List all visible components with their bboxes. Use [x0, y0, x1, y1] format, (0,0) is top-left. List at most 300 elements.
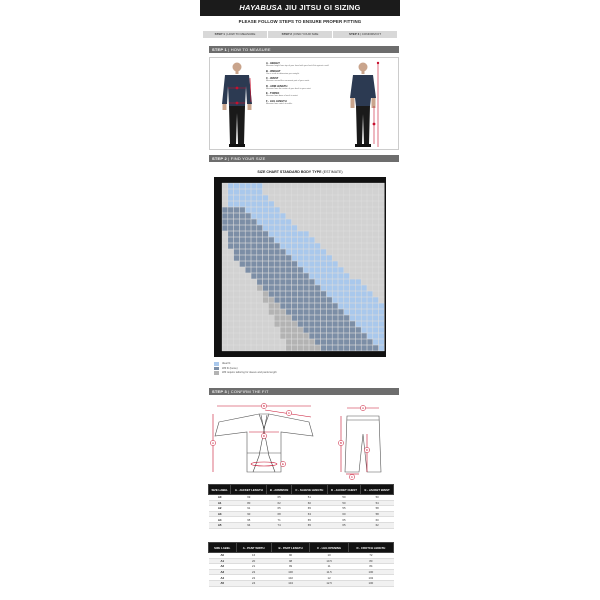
grid-cell [251, 243, 256, 249]
grid-cell [361, 333, 366, 339]
grid-cell [263, 273, 268, 279]
table-cell: 65 [267, 495, 292, 501]
table-cell: 80 [348, 558, 393, 564]
grid-cell [321, 327, 326, 333]
table-cell: A5 [209, 522, 231, 528]
grid-cell [222, 225, 227, 231]
grid-cell [280, 231, 285, 237]
grid-cell [286, 315, 291, 321]
grid-cell [379, 315, 384, 321]
grid-cell [234, 207, 239, 213]
grid-cell [350, 345, 355, 351]
grid-cell [274, 267, 279, 273]
grid-cell [315, 255, 320, 261]
grid-cell [303, 297, 308, 303]
grid-cell [292, 243, 297, 249]
grid-cell [263, 225, 268, 231]
grid-cell [245, 237, 250, 243]
measure-item: D - ARM LENGTH Measure from the center of your back to your wrist. [266, 84, 312, 90]
grid-cell [379, 309, 384, 315]
grid-cell [245, 231, 250, 237]
grid-cell [263, 237, 268, 243]
grid-cell [367, 333, 372, 339]
grid-cell [309, 345, 314, 351]
grid-cell [315, 261, 320, 267]
grid-cell [327, 267, 332, 273]
grid-cell [315, 315, 320, 321]
grid-cell [240, 261, 245, 267]
table-header: A - JACKET LENGTH [231, 485, 267, 495]
grid-cell [280, 303, 285, 309]
grid-cell [367, 327, 372, 333]
grid-cell [350, 327, 355, 333]
grid-cell [332, 327, 337, 333]
table-header: SIZE LABEL [209, 543, 237, 553]
subtitle: PLEASE FOLLOW STEPS TO ENSURE PROPER FITTING [238, 19, 362, 24]
grid-cell [298, 333, 303, 339]
grid-cell [251, 231, 256, 237]
grid-cell [286, 231, 291, 237]
grid-cell [257, 279, 262, 285]
grid-cell [327, 321, 332, 327]
grid-cell [263, 207, 268, 213]
grid-cell [309, 243, 314, 249]
table-cell: 102 [348, 575, 393, 581]
grid-cell [280, 255, 285, 261]
grid-cell [344, 315, 349, 321]
grid-cell [263, 261, 268, 267]
table-cell: 65 [327, 522, 361, 528]
grid-cell [245, 189, 250, 195]
grid-cell [327, 297, 332, 303]
grid-cell [367, 315, 372, 321]
grid-cell [269, 297, 274, 303]
gi-diagrams [209, 398, 399, 480]
grid-cell [298, 297, 303, 303]
table-header: C - SLEEVE LENGTH [291, 485, 327, 495]
grid-cell [228, 213, 233, 219]
fit-label: A [211, 441, 215, 446]
grid-cell [228, 231, 233, 237]
grid-cell [251, 189, 256, 195]
grid-cell [286, 309, 291, 315]
grid-cell [251, 201, 256, 207]
grid-cell [274, 297, 279, 303]
table-cell: 12.5 [310, 580, 348, 586]
grid-cell [303, 333, 308, 339]
grid-cell [280, 291, 285, 297]
grid-cell [251, 261, 256, 267]
grid-cell [222, 219, 227, 225]
grid-cell [263, 213, 268, 219]
grid-cell [292, 309, 297, 315]
grid-cell [286, 273, 291, 279]
grid-cell [269, 249, 274, 255]
grid-cell [245, 225, 250, 231]
grid-cell [344, 303, 349, 309]
grid-cell [338, 267, 343, 273]
grid-cell [332, 285, 337, 291]
grid-cell [327, 303, 332, 309]
grid-cell [280, 321, 285, 327]
grid-cell [338, 291, 343, 297]
grid-cell [298, 261, 303, 267]
grid-cell [280, 333, 285, 339]
grid-cell [274, 249, 279, 255]
grid-cell [240, 231, 245, 237]
table-header: B - PANT LENGTH [271, 543, 310, 553]
table-cell: 60 [361, 517, 394, 523]
table-cell: A0 [209, 495, 231, 501]
grid-cell [344, 285, 349, 291]
section-bar-size: STEP 2 | FIND YOUR SIZE [209, 155, 399, 162]
grid-cell [245, 261, 250, 267]
grid-cell [373, 333, 378, 339]
table-cell: 90 [231, 511, 267, 517]
table-cell: 100 [271, 569, 310, 575]
grid-cell [321, 285, 326, 291]
header-bar [200, 0, 400, 16]
table-cell: 98 [271, 558, 310, 564]
grid-cell [274, 291, 279, 297]
grid-cell [344, 339, 349, 345]
grid-cell [303, 279, 308, 285]
grid-cell [303, 309, 308, 315]
grid-cell [361, 309, 366, 315]
grid-cell [251, 255, 256, 261]
step-chip-1: STEP 1 | HOW TO MEASURE [203, 31, 267, 38]
grid-cell [321, 345, 326, 351]
grid-cell [234, 213, 239, 219]
grid-cell [298, 339, 303, 345]
section-bar-fit: STEP 3 | CONFIRM THE FIT [209, 388, 399, 395]
front-figure-icon [222, 63, 252, 148]
grid-cell [292, 333, 297, 339]
grid-cell [350, 333, 355, 339]
table-cell: A2 [209, 564, 237, 570]
table-cell: 10 [310, 553, 348, 559]
grid-cell [315, 339, 320, 345]
grid-cell [292, 261, 297, 267]
grid-cell [361, 297, 366, 303]
grid-cell [280, 219, 285, 225]
grid-cell [245, 207, 250, 213]
grid-cell [286, 327, 291, 333]
grid-cell [257, 249, 262, 255]
grid-cell [292, 225, 297, 231]
grid-cell [344, 345, 349, 351]
table-cell: 74 [267, 522, 292, 528]
grid-cell [298, 315, 303, 321]
grid-cell [309, 297, 314, 303]
grid-cell [361, 339, 366, 345]
grid-cell [251, 183, 256, 189]
grid-cell [240, 183, 245, 189]
grid-cell [269, 291, 274, 297]
grid-cell [338, 297, 343, 303]
grid-cell [228, 201, 233, 207]
grid-cell [332, 309, 337, 315]
grid-cell [274, 237, 279, 243]
grid-cell [280, 237, 285, 243]
grid-cell [309, 339, 314, 345]
table-cell: 94 [231, 522, 267, 528]
table-cell: 65 [291, 517, 327, 523]
grid-cell [321, 267, 326, 273]
grid-cell [303, 339, 308, 345]
grid-cell [286, 249, 291, 255]
grid-cell [344, 309, 349, 315]
grid-cell [356, 333, 361, 339]
grid-cell [286, 303, 291, 309]
grid-cell [303, 267, 308, 273]
grid-cell [228, 195, 233, 201]
table-cell: 50 [327, 495, 361, 501]
grid-cell [298, 321, 303, 327]
grid-cell [228, 189, 233, 195]
table-cell: 90 [271, 553, 310, 559]
grid-cell [292, 345, 297, 351]
table-cell: A0 [209, 553, 237, 559]
grid-cell [309, 315, 314, 321]
table-cell: 11 [310, 564, 348, 570]
grid-cell [309, 291, 314, 297]
grid-cell [292, 315, 297, 321]
grid-cell [280, 225, 285, 231]
grid-cell [321, 249, 326, 255]
table-cell: A5 [209, 580, 237, 586]
grid-cell [327, 285, 332, 291]
grid-cell [257, 231, 262, 237]
grid-cell [274, 213, 279, 219]
grid-cell [257, 213, 262, 219]
grid-cell [332, 291, 337, 297]
grid-cell [332, 339, 337, 345]
grid-cell [321, 297, 326, 303]
measure-instructions [266, 62, 334, 108]
grid-cell [321, 339, 326, 345]
grid-cell [280, 279, 285, 285]
fit-label: A [361, 406, 365, 411]
grid-cell [303, 345, 308, 351]
grid-cell [263, 243, 268, 249]
grid-cell [350, 279, 355, 285]
grid-cell [234, 231, 239, 237]
grid-cell [234, 201, 239, 207]
grid-cell [356, 321, 361, 327]
grid-cell [286, 297, 291, 303]
grid-cell [315, 321, 320, 327]
grid-cell [286, 261, 291, 267]
grid-cell [303, 327, 308, 333]
grid-cell [222, 207, 227, 213]
grid-cell [373, 345, 378, 351]
grid-cell [315, 249, 320, 255]
table-cell: 12 [310, 575, 348, 581]
grid-cell [309, 261, 314, 267]
grid-cell [257, 267, 262, 273]
grid-cell [274, 255, 279, 261]
grid-cell [245, 201, 250, 207]
grid-cell [344, 279, 349, 285]
table-cell: 104 [271, 580, 310, 586]
section-bar-measure: STEP 1 | HOW TO MEASURE [209, 46, 399, 53]
grid-cell [245, 213, 250, 219]
grid-cell [338, 333, 343, 339]
jacket-size-table [208, 484, 394, 529]
step-chip-2: STEP 2 | FIND YOUR SIZE [268, 31, 332, 38]
grid-cell [309, 255, 314, 261]
grid-cell [298, 273, 303, 279]
grid-cell [361, 327, 366, 333]
grid-cell [286, 279, 291, 285]
grid-cell [303, 249, 308, 255]
grid-cell [286, 285, 291, 291]
grid-cell [234, 249, 239, 255]
grid-cell [269, 261, 274, 267]
grid-cell [228, 225, 233, 231]
grid-cell [332, 279, 337, 285]
table-cell: 60 [327, 511, 361, 517]
grid-cell [309, 327, 314, 333]
grid-cell [245, 219, 250, 225]
grid-cell [298, 309, 303, 315]
grid-cell [234, 219, 239, 225]
grid-cell [321, 309, 326, 315]
grid-cell [280, 273, 285, 279]
grid-cell [269, 273, 274, 279]
grid-cell [228, 243, 233, 249]
table-cell: 68 [267, 511, 292, 517]
grid-cell [373, 321, 378, 327]
grid-cell [338, 273, 343, 279]
table-cell: 54 [361, 500, 394, 506]
measure-item: C - WAIST Measure around the narrowest part of your waist. [266, 77, 310, 83]
grid-cell [292, 237, 297, 243]
fit-label: B [262, 404, 266, 409]
grid-cell [274, 309, 279, 315]
grid-cell [373, 315, 378, 321]
grid-cell [263, 279, 268, 285]
table-cell: 22 [236, 575, 271, 581]
grid-cell [315, 291, 320, 297]
grid-cell [356, 303, 361, 309]
grid-cell [327, 255, 332, 261]
grid-cell [286, 339, 291, 345]
grid-cell [344, 273, 349, 279]
grid-cell [379, 333, 384, 339]
sizing-sheet [200, 0, 400, 600]
grid-cell [269, 309, 274, 315]
table-cell: 102 [271, 575, 310, 581]
grid-cell [332, 333, 337, 339]
grid-cell [274, 225, 279, 231]
grid-cell [269, 255, 274, 261]
table-cell: 100 [348, 580, 393, 586]
table-cell: 65 [291, 522, 327, 528]
grid-cell [298, 267, 303, 273]
step-chip-3: STEP 3 | CONFIRM FIT [333, 31, 397, 38]
grid-cell [286, 255, 291, 261]
grid-cell [257, 243, 262, 249]
grid-cell [379, 303, 384, 309]
grid-cell [367, 291, 372, 297]
grid-cell [274, 285, 279, 291]
grid-cell [286, 291, 291, 297]
grid-cell [251, 225, 256, 231]
grid-cell [286, 225, 291, 231]
grid-cell [379, 321, 384, 327]
grid-cell [344, 321, 349, 327]
table-cell: 62 [361, 522, 394, 528]
grid-cell [303, 237, 308, 243]
grid-cell [350, 291, 355, 297]
table-cell: 95 [231, 517, 267, 523]
grid-cell [280, 261, 285, 267]
grid-cell [240, 243, 245, 249]
grid-cell [269, 279, 274, 285]
grid-cell [356, 315, 361, 321]
grid-cell [286, 243, 291, 249]
grid-cell [321, 279, 326, 285]
grid-cell [263, 219, 268, 225]
side-figure-icon [350, 62, 379, 147]
grid-cell [228, 183, 233, 189]
table-header: D - CROTCH LENGTH [348, 543, 393, 553]
grid-cell [234, 183, 239, 189]
grid-cell [321, 321, 326, 327]
table-cell: 58 [361, 511, 394, 517]
grid-cell [309, 237, 314, 243]
grid-cell [274, 321, 279, 327]
grid-cell [263, 291, 268, 297]
grid-cell [338, 285, 343, 291]
grid-cell [321, 315, 326, 321]
table-cell: 20 [236, 558, 271, 564]
grid-cell [274, 279, 279, 285]
size-chart-title [200, 170, 400, 174]
grid-cell [367, 303, 372, 309]
grid-cell [350, 297, 355, 303]
grid-cell [286, 321, 291, 327]
grid-cell [245, 249, 250, 255]
grid-cell [361, 285, 366, 291]
grid-cell [292, 267, 297, 273]
grid-cell [245, 255, 250, 261]
grid-cell [373, 303, 378, 309]
grid-cell [309, 279, 314, 285]
table-cell: 65 [327, 517, 361, 523]
grid-cell [298, 345, 303, 351]
table-cell: A1 [209, 558, 237, 564]
grid-cell [332, 303, 337, 309]
grid-cell [332, 345, 337, 351]
measure-item: E - TORSO Measure from base of neck to waist. [266, 92, 299, 98]
grid-cell [367, 297, 372, 303]
grid-cell [327, 345, 332, 351]
pants-measure-labels [338, 405, 369, 479]
grid-cell [298, 249, 303, 255]
grid-cell [251, 213, 256, 219]
table-cell: 60 [291, 500, 327, 506]
grid-cell [257, 273, 262, 279]
table-cell: A2 [209, 506, 231, 512]
pants-diagram-icon [345, 416, 381, 472]
grid-cell [274, 231, 279, 237]
grid-cell [234, 255, 239, 261]
fit-label: C [287, 411, 291, 416]
grid-cell [361, 321, 366, 327]
